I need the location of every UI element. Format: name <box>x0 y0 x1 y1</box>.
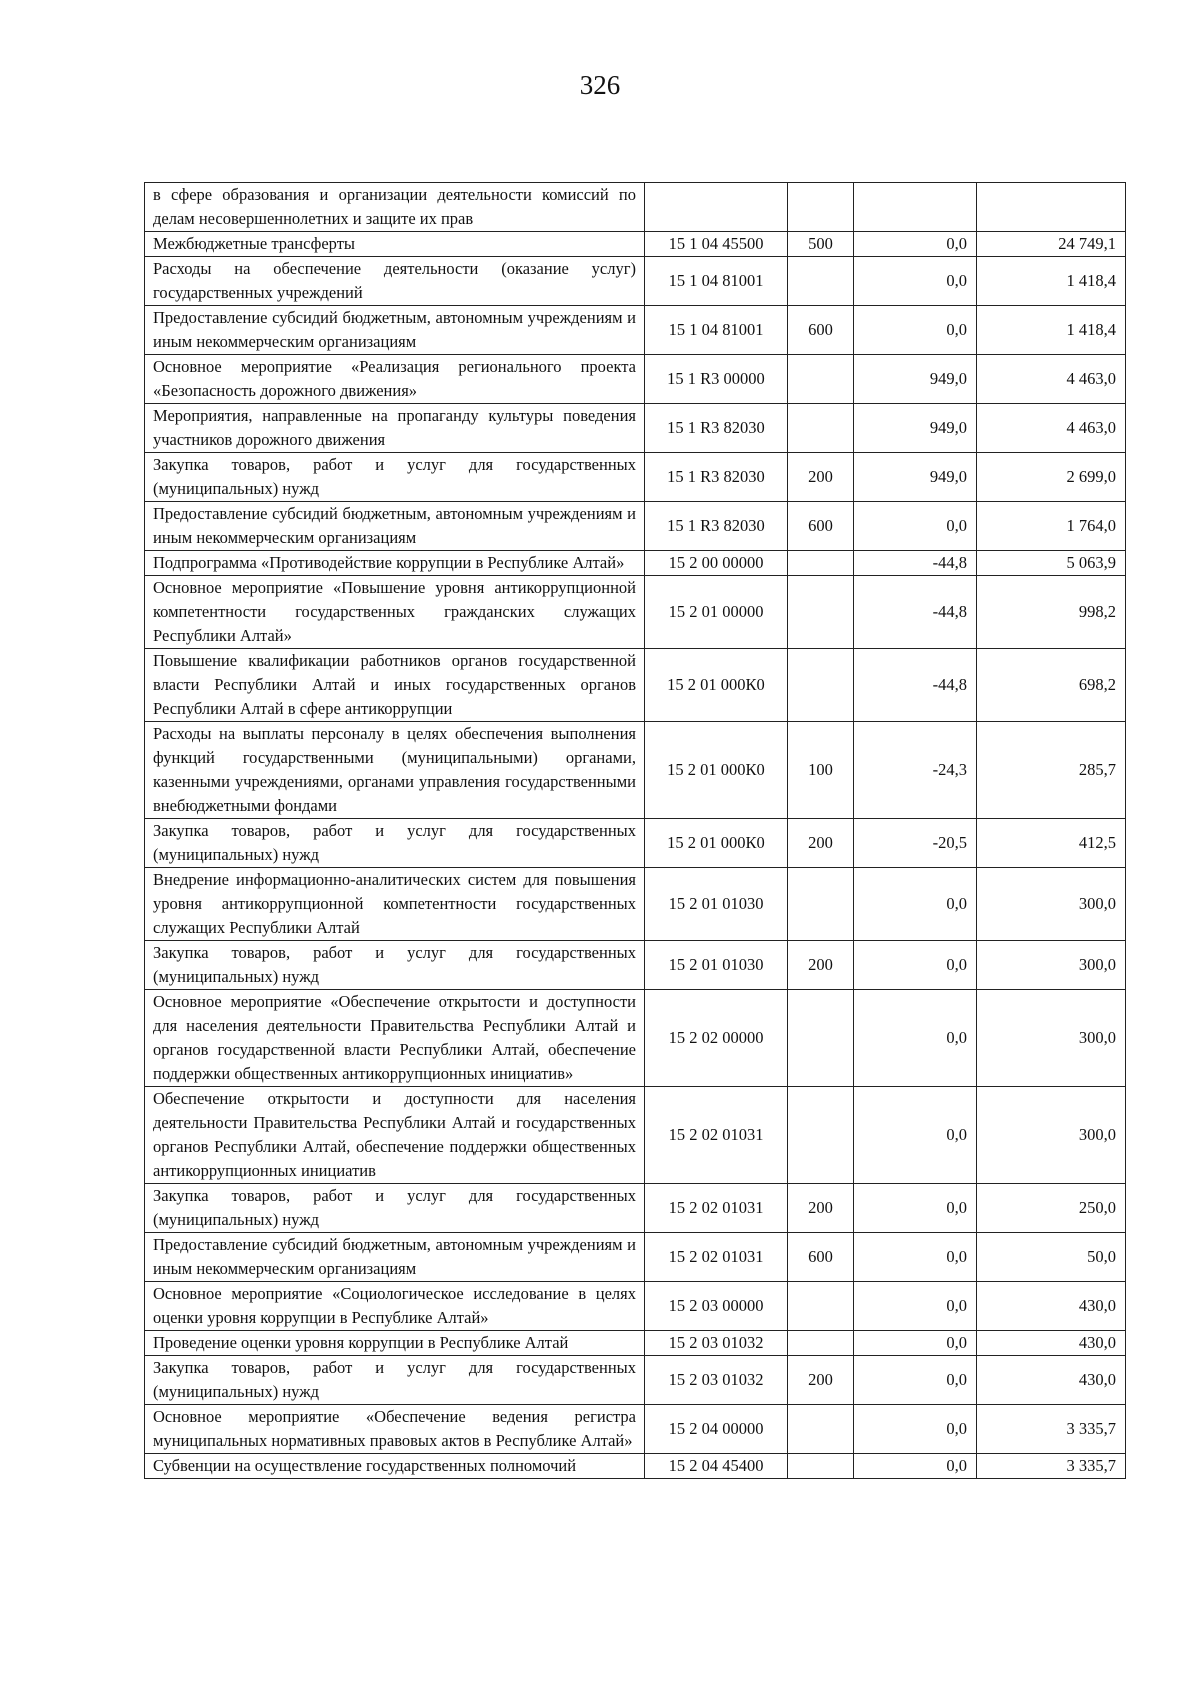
expense-name-cell: Межбюджетные трансферты <box>145 232 645 257</box>
expense-type-cell <box>788 1282 854 1331</box>
table-body <box>145 183 1126 1479</box>
total-amount-cell: 2 699,0 <box>977 453 1126 502</box>
target-code-cell: 15 2 03 00000 <box>645 1282 788 1331</box>
table-row <box>145 183 1126 232</box>
table-row <box>145 1405 1126 1454</box>
expense-type-cell <box>788 1087 854 1184</box>
expense-name-cell: Расходы на выплаты персоналу в целях обеспечения выполнения функций государственными (муниципальными) органами, казенными учреждениями, органами управления государственными внебюджетными фондами <box>145 722 645 819</box>
total-amount-cell: 998,2 <box>977 576 1126 649</box>
expense-name-cell: Основное мероприятие «Реализация регионального проекта «Безопасность дорожного движения» <box>145 355 645 404</box>
target-code-cell: 15 2 01 000К0 <box>645 819 788 868</box>
change-amount-cell: 0,0 <box>854 1184 977 1233</box>
change-amount-cell: 949,0 <box>854 404 977 453</box>
target-code-cell: 15 2 02 01031 <box>645 1233 788 1282</box>
table-row <box>145 1356 1126 1405</box>
change-amount-cell: 0,0 <box>854 257 977 306</box>
total-amount-cell: 412,5 <box>977 819 1126 868</box>
total-amount-cell: 24 749,1 <box>977 232 1126 257</box>
target-code-cell: 15 2 03 01032 <box>645 1331 788 1356</box>
target-code-cell: 15 2 04 45400 <box>645 1454 788 1479</box>
expense-name-cell: Закупка товаров, работ и услуг для государственных (муниципальных) нужд <box>145 453 645 502</box>
target-code-cell: 15 2 02 01031 <box>645 1184 788 1233</box>
change-amount-cell: -44,8 <box>854 551 977 576</box>
change-amount-cell: 0,0 <box>854 306 977 355</box>
change-amount-cell: 0,0 <box>854 1454 977 1479</box>
total-amount-cell: 698,2 <box>977 649 1126 722</box>
table-row <box>145 355 1126 404</box>
change-amount-cell: 949,0 <box>854 453 977 502</box>
target-code-cell: 15 1 04 45500 <box>645 232 788 257</box>
target-code-cell: 15 2 04 00000 <box>645 1405 788 1454</box>
expense-name-cell: Основное мероприятие «Обеспечение ведения регистра муниципальных нормативных правовых актов в Республике Алтай» <box>145 1405 645 1454</box>
target-code-cell: 15 1 R3 00000 <box>645 355 788 404</box>
total-amount-cell: 285,7 <box>977 722 1126 819</box>
target-code-cell: 15 2 01 01030 <box>645 941 788 990</box>
expense-type-cell: 200 <box>788 1356 854 1405</box>
total-amount-cell: 3 335,7 <box>977 1454 1126 1479</box>
change-amount-cell <box>854 183 977 232</box>
change-amount-cell: 0,0 <box>854 1405 977 1454</box>
expense-type-cell: 600 <box>788 1233 854 1282</box>
expense-type-cell <box>788 551 854 576</box>
expense-name-cell: Предоставление субсидий бюджетным, автономным учреждениям и иным некоммерческим организациям <box>145 1233 645 1282</box>
expense-type-cell <box>788 1331 854 1356</box>
expense-name-cell: Расходы на обеспечение деятельности (оказание услуг) государственных учреждений <box>145 257 645 306</box>
change-amount-cell: 0,0 <box>854 1087 977 1184</box>
change-amount-cell: 0,0 <box>854 990 977 1087</box>
change-amount-cell: 0,0 <box>854 868 977 941</box>
expense-name-cell: Проведение оценки уровня коррупции в Республике Алтай <box>145 1331 645 1356</box>
expense-type-cell <box>788 649 854 722</box>
table-row <box>145 868 1126 941</box>
expense-name-cell: Закупка товаров, работ и услуг для государственных (муниципальных) нужд <box>145 819 645 868</box>
target-code-cell: 15 1 04 81001 <box>645 257 788 306</box>
expense-type-cell: 200 <box>788 941 854 990</box>
expense-type-cell <box>788 1405 854 1454</box>
expense-name-cell: Основное мероприятие «Повышение уровня антикоррупционной компетентности государственных гражданских служащих Республики Алтай» <box>145 576 645 649</box>
expense-type-cell: 200 <box>788 1184 854 1233</box>
table-row <box>145 990 1126 1087</box>
total-amount-cell: 50,0 <box>977 1233 1126 1282</box>
expense-name-cell: Повышение квалификации работников органов государственной власти Республики Алтай и иных государственных органов Республики Алтай в сфере антикоррупции <box>145 649 645 722</box>
change-amount-cell: 0,0 <box>854 1282 977 1331</box>
table-row <box>145 306 1126 355</box>
expense-name-cell: в сфере образования и организации деятельности комиссий по делам несовершеннолетних и защите их прав <box>145 183 645 232</box>
change-amount-cell: 949,0 <box>854 355 977 404</box>
expense-type-cell: 500 <box>788 232 854 257</box>
expense-type-cell: 600 <box>788 502 854 551</box>
total-amount-cell: 4 463,0 <box>977 404 1126 453</box>
change-amount-cell: 0,0 <box>854 1356 977 1405</box>
change-amount-cell: 0,0 <box>854 502 977 551</box>
total-amount-cell <box>977 183 1126 232</box>
table-row <box>145 941 1126 990</box>
total-amount-cell: 4 463,0 <box>977 355 1126 404</box>
table-row <box>145 722 1126 819</box>
change-amount-cell: 0,0 <box>854 1331 977 1356</box>
target-code-cell: 15 1 R3 82030 <box>645 453 788 502</box>
total-amount-cell: 430,0 <box>977 1331 1126 1356</box>
budget-table <box>144 182 1126 1479</box>
target-code-cell: 15 1 04 81001 <box>645 306 788 355</box>
total-amount-cell: 250,0 <box>977 1184 1126 1233</box>
expense-type-cell: 600 <box>788 306 854 355</box>
change-amount-cell: 0,0 <box>854 1233 977 1282</box>
change-amount-cell: -24,3 <box>854 722 977 819</box>
change-amount-cell: -44,8 <box>854 576 977 649</box>
total-amount-cell: 3 335,7 <box>977 1405 1126 1454</box>
target-code-cell: 15 2 03 01032 <box>645 1356 788 1405</box>
target-code-cell: 15 2 01 000К0 <box>645 722 788 819</box>
table-row <box>145 1233 1126 1282</box>
total-amount-cell: 300,0 <box>977 990 1126 1087</box>
expense-name-cell: Предоставление субсидий бюджетным, автономным учреждениям и иным некоммерческим организациям <box>145 502 645 551</box>
expense-type-cell <box>788 868 854 941</box>
expense-type-cell <box>788 1454 854 1479</box>
expense-name-cell: Основное мероприятие «Обеспечение открытости и доступности для населения деятельности Правительства Республики Алтай и органов государственной власти Республики Алтай, обеспечение поддержки общественных антикоррупционных инициатив» <box>145 990 645 1087</box>
table-row <box>145 1087 1126 1184</box>
change-amount-cell: 0,0 <box>854 941 977 990</box>
table-row <box>145 453 1126 502</box>
table-row <box>145 819 1126 868</box>
table-row <box>145 1454 1126 1479</box>
expense-name-cell: Закупка товаров, работ и услуг для государственных (муниципальных) нужд <box>145 1184 645 1233</box>
page-number: 326 <box>579 70 621 100</box>
change-amount-cell: -20,5 <box>854 819 977 868</box>
expense-type-cell: 200 <box>788 453 854 502</box>
target-code-cell: 15 2 01 00000 <box>645 576 788 649</box>
expense-name-cell: Закупка товаров, работ и услуг для государственных (муниципальных) нужд <box>145 1356 645 1405</box>
table-row <box>145 551 1126 576</box>
total-amount-cell: 5 063,9 <box>977 551 1126 576</box>
table-row <box>145 502 1126 551</box>
expense-type-cell <box>788 576 854 649</box>
change-amount-cell: -44,8 <box>854 649 977 722</box>
expense-name-cell: Подпрограмма «Противодействие коррупции в Республике Алтай» <box>145 551 645 576</box>
target-code-cell: 15 2 01 000К0 <box>645 649 788 722</box>
total-amount-cell: 1 418,4 <box>977 306 1126 355</box>
expense-type-cell <box>788 257 854 306</box>
expense-type-cell: 100 <box>788 722 854 819</box>
expense-type-cell <box>788 183 854 232</box>
expense-type-cell: 200 <box>788 819 854 868</box>
table-row <box>145 232 1126 257</box>
total-amount-cell: 1 764,0 <box>977 502 1126 551</box>
expense-name-cell: Предоставление субсидий бюджетным, автономным учреждениям и иным некоммерческим организациям <box>145 306 645 355</box>
expense-name-cell: Закупка товаров, работ и услуг для государственных (муниципальных) нужд <box>145 941 645 990</box>
expense-name-cell: Обеспечение открытости и доступности для населения деятельности Правительства Республики Алтай и государственных органов Республики Алтай, обеспечение поддержки общественных антикоррупционных инициатив <box>145 1087 645 1184</box>
target-code-cell <box>645 183 788 232</box>
table-row <box>145 1331 1126 1356</box>
total-amount-cell: 1 418,4 <box>977 257 1126 306</box>
target-code-cell: 15 2 02 01031 <box>645 1087 788 1184</box>
expense-type-cell <box>788 355 854 404</box>
total-amount-cell: 430,0 <box>977 1356 1126 1405</box>
target-code-cell: 15 1 R3 82030 <box>645 404 788 453</box>
target-code-cell: 15 2 01 01030 <box>645 868 788 941</box>
expense-name-cell: Основное мероприятие «Социологическое исследование в целях оценки уровня коррупции в Республике Алтай» <box>145 1282 645 1331</box>
table-row <box>145 1184 1126 1233</box>
expense-type-cell <box>788 404 854 453</box>
total-amount-cell: 300,0 <box>977 1087 1126 1184</box>
expense-name-cell: Мероприятия, направленные на пропаганду культуры поведения участников дорожного движения <box>145 404 645 453</box>
target-code-cell: 15 2 00 00000 <box>645 551 788 576</box>
table-row <box>145 649 1126 722</box>
total-amount-cell: 300,0 <box>977 868 1126 941</box>
total-amount-cell: 430,0 <box>977 1282 1126 1331</box>
expense-name-cell: Субвенции на осуществление государственных полномочий <box>145 1454 645 1479</box>
expense-type-cell <box>788 990 854 1087</box>
table-row <box>145 576 1126 649</box>
change-amount-cell: 0,0 <box>854 232 977 257</box>
expense-name-cell: Внедрение информационно-аналитических систем для повышения уровня антикоррупционной компетентности государственных служащих Республики Алтай <box>145 868 645 941</box>
table-row <box>145 1282 1126 1331</box>
target-code-cell: 15 2 02 00000 <box>645 990 788 1087</box>
target-code-cell: 15 1 R3 82030 <box>645 502 788 551</box>
total-amount-cell: 300,0 <box>977 941 1126 990</box>
table-row <box>145 404 1126 453</box>
table-row <box>145 257 1126 306</box>
